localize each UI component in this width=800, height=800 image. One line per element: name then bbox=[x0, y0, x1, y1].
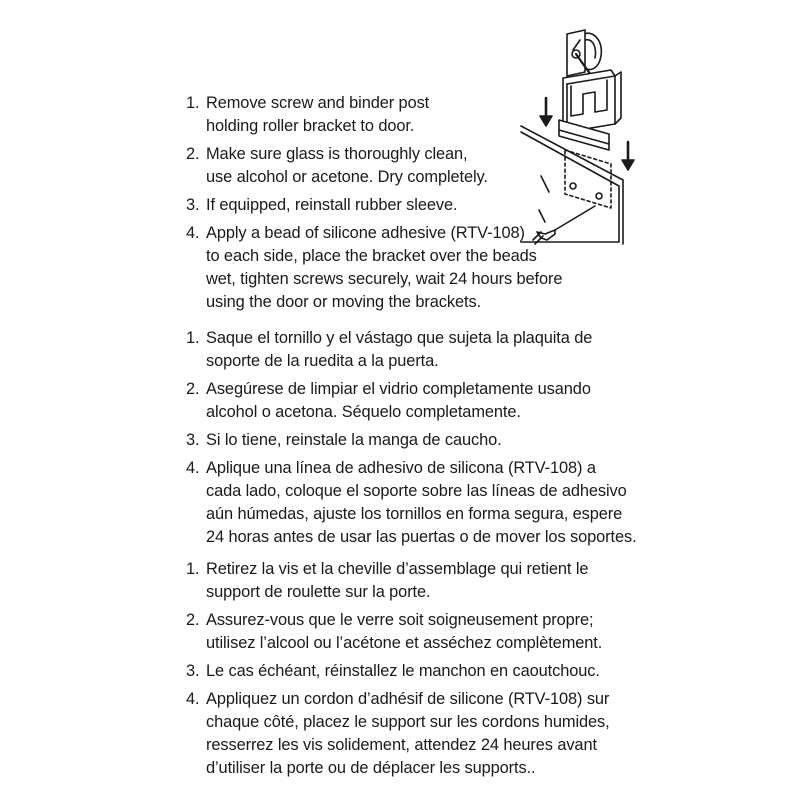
step-text-line: utilisez l’alcool ou l’acétone et asséchez complètement. bbox=[206, 634, 603, 652]
step-1 bbox=[186, 327, 606, 373]
step-text-line: d’utiliser la porte ou de déplacer les supports.. bbox=[206, 759, 536, 777]
step-number: 3. bbox=[186, 431, 200, 449]
step-text-line: chaque côté, placez le support sur les cordons humides, bbox=[206, 713, 610, 731]
step-text-line: using the door or moving the brackets. bbox=[206, 293, 481, 311]
step-text-line: resserrez les vis solidement, attendez 24 heures avant bbox=[206, 736, 597, 754]
step-text-line: Remove screw and binder post bbox=[206, 94, 430, 112]
step-text-line: support de roulette sur la porte. bbox=[206, 583, 431, 601]
step-text-line: 24 horas antes de usar las puertas o de mover los soportes. bbox=[206, 528, 637, 546]
english-instructions bbox=[186, 92, 576, 319]
french-instructions bbox=[186, 558, 610, 785]
step-2 bbox=[186, 378, 606, 424]
step-text-line: Retirez la vis et la cheville d’assemblage qui retient le bbox=[206, 560, 589, 578]
step-text-line: holding roller bracket to door. bbox=[206, 117, 415, 135]
step-text-line: to each side, place the bracket over the beads bbox=[206, 247, 537, 265]
step-number: 1. bbox=[186, 94, 200, 112]
step-text-line: Saque el tornillo y el vástago que sujeta la plaquita de bbox=[206, 329, 593, 347]
step-text-line: soporte de la ruedita a la puerta. bbox=[206, 352, 439, 370]
step-number: 3. bbox=[186, 662, 200, 680]
step-3 bbox=[186, 660, 606, 683]
step-number: 3. bbox=[186, 196, 200, 214]
step-text-line: aún húmedas, ajuste los tornillos en forma segura, espere bbox=[206, 505, 623, 523]
step-2 bbox=[186, 143, 576, 189]
step-text-line: Make sure glass is thoroughly clean, bbox=[206, 145, 468, 163]
step-1 bbox=[186, 92, 576, 138]
step-number: 4. bbox=[186, 224, 200, 242]
step-text-line: cada lado, coloque el soporte sobre las líneas de adhesivo bbox=[206, 482, 627, 500]
step-text-line: Le cas échéant, réinstallez le manchon en caoutchouc. bbox=[206, 662, 600, 680]
step-text-line: Apply a bead of silicone adhesive (RTV-108) bbox=[206, 224, 525, 242]
step-text-line: alcohol o acetona. Séquelo completamente. bbox=[206, 403, 521, 421]
step-3 bbox=[186, 429, 606, 452]
step-4 bbox=[186, 222, 576, 314]
step-number: 1. bbox=[186, 329, 200, 347]
step-text-line: Asegúrese de limpiar el vidrio completamente usando bbox=[206, 380, 591, 398]
step-4 bbox=[186, 688, 610, 780]
step-text-line: If equipped, reinstall rubber sleeve. bbox=[206, 196, 458, 214]
step-number: 2. bbox=[186, 380, 200, 398]
step-number: 4. bbox=[186, 690, 200, 708]
step-1 bbox=[186, 558, 606, 604]
step-number: 2. bbox=[186, 145, 200, 163]
step-number: 2. bbox=[186, 611, 200, 629]
step-number: 1. bbox=[186, 560, 200, 578]
step-3 bbox=[186, 194, 576, 217]
step-text-line: wet, tighten screws securely, wait 24 hours before bbox=[206, 270, 563, 288]
step-text-line: Assurez-vous que le verre soit soigneusement propre; bbox=[206, 611, 594, 629]
step-text-line: Si lo tiene, reinstale la manga de caucho. bbox=[206, 431, 502, 449]
step-text-line: Aplique una línea de adhesivo de silicona (RTV-108) a bbox=[206, 459, 596, 477]
step-text-line: use alcohol or acetone. Dry completely. bbox=[206, 168, 488, 186]
step-2 bbox=[186, 609, 606, 655]
spanish-instructions bbox=[186, 327, 637, 554]
step-text-line: Appliquez un cordon d’adhésif de silicone (RTV-108) sur bbox=[206, 690, 610, 708]
step-number: 4. bbox=[186, 459, 200, 477]
arrow-down-icon bbox=[622, 142, 634, 170]
step-4 bbox=[186, 457, 637, 549]
